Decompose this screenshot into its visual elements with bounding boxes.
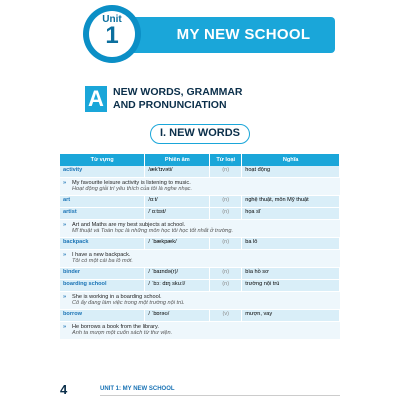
example-english-text: She is working in a boarding school. bbox=[72, 294, 162, 300]
section-letter: A bbox=[85, 86, 107, 112]
speaker-icon[interactable]: » bbox=[63, 252, 67, 258]
speaker-icon[interactable]: » bbox=[63, 222, 67, 228]
example-english-text: He borrows a book from the library. bbox=[72, 324, 159, 330]
footer-label: UNIT 1: MY NEW SCHOOL bbox=[100, 386, 175, 392]
unit-number: 1 bbox=[105, 22, 119, 49]
vocabulary-body bbox=[60, 166, 340, 340]
vocab-pos: (n) bbox=[210, 208, 242, 220]
vocab-meaning: bìa hồ sơ bbox=[242, 268, 340, 280]
footer-divider bbox=[100, 395, 340, 396]
table-row bbox=[60, 196, 340, 208]
section-title bbox=[113, 86, 313, 112]
vocab-pos: (n) bbox=[210, 268, 242, 280]
example-vietnamese: Anh ta mượn một cuốn sách từ thư viện. bbox=[72, 330, 173, 336]
vocab-ipa: /ɑːt/ bbox=[145, 196, 210, 208]
vocab-word: artist bbox=[60, 208, 145, 220]
table-header-row bbox=[60, 154, 340, 166]
example-row bbox=[60, 220, 340, 238]
speaker-icon[interactable]: » bbox=[63, 180, 67, 186]
example-row bbox=[60, 178, 340, 196]
example-cell bbox=[60, 250, 340, 268]
header-word: Từ vựng bbox=[60, 154, 145, 166]
header-pos: Từ loại bbox=[210, 154, 242, 166]
example-vietnamese: Tôi có một cái ba lô mới. bbox=[72, 258, 133, 264]
example-cell bbox=[60, 292, 340, 310]
example-english-text: I have a new backpack. bbox=[72, 252, 131, 258]
speaker-icon[interactable]: » bbox=[63, 294, 67, 300]
example-english-text: My favourite leisure activity is listening to music. bbox=[72, 180, 191, 186]
vocab-meaning: ba lô bbox=[242, 238, 340, 250]
header-ipa: Phiên âm bbox=[145, 154, 210, 166]
example-vietnamese: Cô ấy đang làm việc trong một trường nội trú. bbox=[72, 300, 185, 306]
vocab-pos: (v) bbox=[210, 310, 242, 322]
table-row bbox=[60, 166, 340, 178]
example-vietnamese: Hoạt động giải trí yêu thích của tôi là nghe nhạc. bbox=[72, 186, 193, 192]
vocab-word: borrow bbox=[60, 310, 145, 322]
table-row bbox=[60, 310, 340, 322]
vocab-ipa: / ˈbaɪndə(r)/ bbox=[145, 268, 210, 280]
table-row bbox=[60, 280, 340, 292]
vocab-word: backpack bbox=[60, 238, 145, 250]
vocab-word: activity bbox=[60, 166, 145, 178]
vocab-meaning: mượn, vay bbox=[242, 310, 340, 322]
section-title-line2: AND PRONUNCIATION bbox=[113, 99, 227, 111]
vocab-ipa: / ˈbɔː dɪŋ skuːl/ bbox=[145, 280, 210, 292]
example-cell bbox=[60, 220, 340, 238]
section-title-line1: NEW WORDS, GRAMMAR bbox=[113, 86, 243, 98]
vocab-pos: (n) bbox=[210, 280, 242, 292]
vocab-meaning: nghệ thuật, môn Mỹ thuật bbox=[242, 196, 340, 208]
example-vietnamese: Mĩ thuật và Toán học là những môn học tôi học tốt nhất ở trường. bbox=[72, 228, 234, 234]
example-cell bbox=[60, 178, 340, 196]
table-row bbox=[60, 268, 340, 280]
vocab-ipa: / ˈbɒrəʊ/ bbox=[145, 310, 210, 322]
subsection-title: I. NEW WORDS bbox=[150, 124, 250, 144]
vocab-word: binder bbox=[60, 268, 145, 280]
table-row bbox=[60, 208, 340, 220]
example-row bbox=[60, 322, 340, 340]
vocab-ipa: /ˈɑːtɪst/ bbox=[145, 208, 210, 220]
vocabulary-table bbox=[60, 154, 340, 340]
vocab-word: boarding school bbox=[60, 280, 145, 292]
vocab-meaning: họa sĩ bbox=[242, 208, 340, 220]
vocab-pos: (n) bbox=[210, 166, 242, 178]
vocab-pos: (n) bbox=[210, 196, 242, 208]
unit-label: Unit bbox=[102, 14, 122, 25]
vocab-pos: (n) bbox=[210, 238, 242, 250]
example-row bbox=[60, 292, 340, 310]
page-number: 4 bbox=[60, 382, 68, 397]
page-title: MY NEW SCHOOL bbox=[176, 26, 311, 43]
example-row bbox=[60, 250, 340, 268]
header-meaning: Nghĩa bbox=[242, 154, 340, 166]
table-row bbox=[60, 238, 340, 250]
vocab-ipa: /æk'tɪvəti/ bbox=[145, 166, 210, 178]
vocab-meaning: trường nội trú bbox=[242, 280, 340, 292]
vocab-ipa: / ˈbækpæk/ bbox=[145, 238, 210, 250]
vocab-meaning: hoạt động bbox=[242, 166, 340, 178]
example-cell bbox=[60, 322, 340, 340]
speaker-icon[interactable]: » bbox=[63, 324, 67, 330]
vocab-word: art bbox=[60, 196, 145, 208]
example-english-text: Art and Maths are my best subjects at school. bbox=[72, 222, 186, 228]
